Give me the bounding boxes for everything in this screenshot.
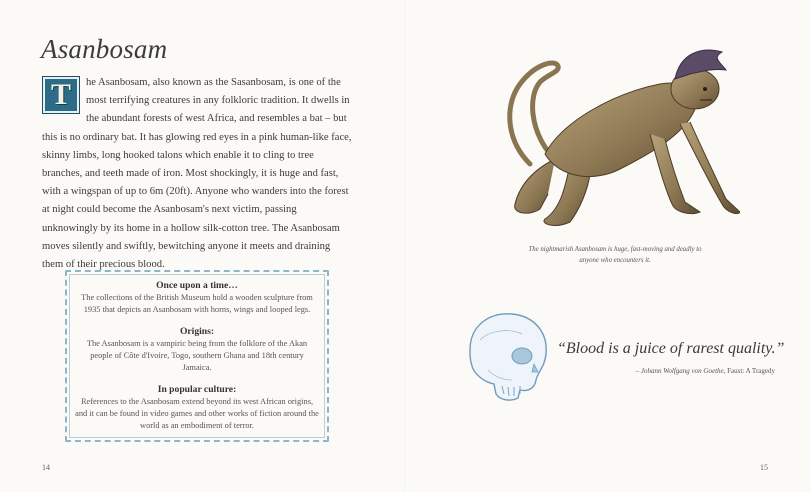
page-number-right: 15 — [760, 463, 768, 472]
info-text-once: The collections of the British Museum hold a wooden sculpture from 1935 that depicts an Asanbosam with horns, wings and looped legs. — [81, 293, 313, 314]
body-paragraph — [42, 74, 352, 274]
page-title: Asanbosam — [41, 34, 168, 64]
info-heading-culture: In popular culture: — [157, 384, 237, 395]
dropcap-letter: T — [50, 78, 71, 111]
info-box — [65, 270, 329, 442]
skull-illustration-icon — [460, 310, 550, 402]
info-heading-once: Once upon a time… — [156, 280, 238, 291]
creature-illustration-icon — [500, 44, 740, 240]
body-text: he Asanbosam, also known as the Sasanbosam, is one of the most terrifying creatures in any folkloric tradition. It dwells in the abundant forests of west Africa, and resembles a bat – but this is no ordinary bat. It has glowing red eyes in a pink human-like face, skinny limbs, long hooked talons which enable it to cling to tree branches, and teeth made of iron. Most shockingly, it is huge and fast, with a wingspan of up to 6m (20ft). Anyone who wanders into the forest at night could become the Asanbosam's next victim, passing unknowingly by its home in a hollow silk-cotton tree. The Asanbosam moves silently and swiftly, bewitching anyone it meets and draining them of their precious blood. — [42, 77, 352, 271]
right-page — [405, 0, 810, 492]
info-text-origins: The Asanbosam is a vampiric being from the folklore of the Akan people of Côte d'Ivoire, Togo, southern Ghana and 18th century Jamaica. — [86, 339, 308, 372]
info-text-culture: References to the Asanbosam extend beyond its west African origins, and it can be found in video games and other works of fiction around the world as an embodiment of terror. — [75, 397, 319, 430]
goethe-quote: “Blood is a juice of rarest quality.” — [557, 340, 785, 357]
illustration-caption: The nightmarish Asanbosam is huge, fast-moving and deadly to anyone who encounters it. — [528, 246, 702, 264]
page-number-left: 14 — [42, 463, 50, 472]
quote-author: – Johann Wolfgang von Goethe — [635, 367, 724, 375]
dropcap-ornament — [42, 76, 80, 114]
quote-source: , Faust: A Tragedy — [723, 367, 775, 375]
info-heading-origins: Origins: — [179, 326, 215, 337]
quote-attribution — [575, 367, 775, 375]
